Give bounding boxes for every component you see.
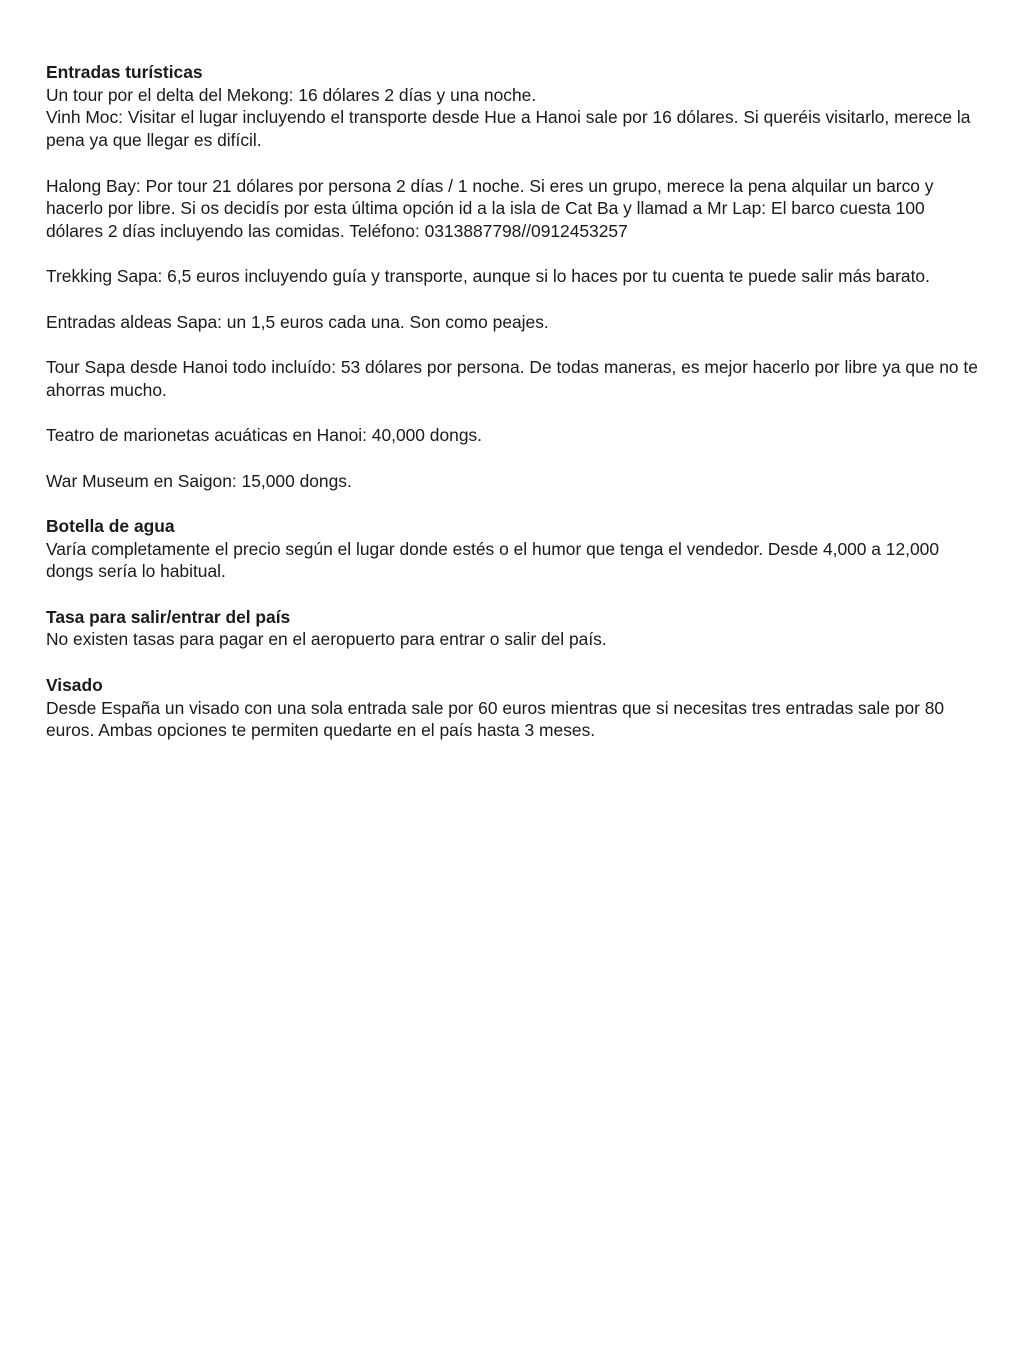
paragraph-visado: Desde España un visado con una sola entrada sale por 60 euros mientras que si necesitas tres entradas sale por 80 euros. Ambas opciones te permiten quedarte en el país hasta 3 meses.: [46, 697, 945, 741]
section-teatro: [46, 424, 984, 447]
paragraph-aldeas-sapa: Entradas aldeas Sapa: un 1,5 euros cada una. Son como peajes.: [46, 311, 549, 332]
paragraph-tour-sapa: Tour Sapa desde Hanoi todo incluído: 53 dólares por persona. De todas maneras, es mejor hacerlo por libre ya que no te ahorras mucho.: [46, 357, 978, 400]
section-aldeas-sapa: [46, 311, 984, 334]
heading-visado: Visado: [46, 674, 103, 695]
heading-entradas-turisticas: Entradas turísticas: [46, 62, 203, 82]
paragraph-war-museum: War Museum en Saigon: 15,000 dongs.: [46, 470, 352, 491]
heading-botella-agua: Botella de agua: [46, 515, 175, 536]
paragraph-tasa: No existen tasas para pagar en el aeropuerto para entrar o salir del país.: [46, 629, 607, 650]
section-war-museum: [46, 470, 984, 493]
paragraph-vinh-moc: Vinh Moc: Visitar el lugar incluyendo el transporte desde Hue a Hanoi sale por 16 dólares. Si queréis visitarlo, merece la pena ya que llegar es difícil.: [46, 107, 971, 151]
section-botella-agua: [46, 515, 984, 583]
paragraph-botella-agua: Varía completamente el precio según el lugar donde estés o el humor que tenga el vendedor. Desde 4,000 a 12,000 dongs sería lo habitual.: [46, 538, 940, 582]
section-tour-sapa: [46, 356, 984, 401]
section-trekking-sapa: [46, 265, 984, 288]
section-halong-bay: [46, 175, 984, 243]
paragraph-trekking-sapa: Trekking Sapa: 6,5 euros incluyendo guía y transporte, aunque si lo haces por tu cuenta te puede salir más barato.: [46, 266, 930, 287]
section-visado: [46, 674, 984, 742]
paragraph-halong-bay: Halong Bay: Por tour 21 dólares por persona 2 días / 1 noche. Si eres un grupo, merece la pena alquilar un barco y hacerlo por libre. Si os decidís por esta última opción id a la isla de Cat Ba y llamad a Mr Lap: El barco cuesta 100 dólares 2 días incluyendo las comidas. Teléfono: 0313887798//0912453257: [46, 175, 934, 241]
paragraph-mekong: Un tour por el delta del Mekong: 16 dólares 2 días y una noche.: [46, 84, 537, 105]
paragraph-teatro: Teatro de marionetas acuáticas en Hanoi: 40,000 dongs.: [46, 425, 483, 446]
section-tasa: [46, 606, 984, 651]
section-entradas-turisticas: [46, 61, 984, 152]
heading-tasa: Tasa para salir/entrar del país: [46, 606, 291, 627]
